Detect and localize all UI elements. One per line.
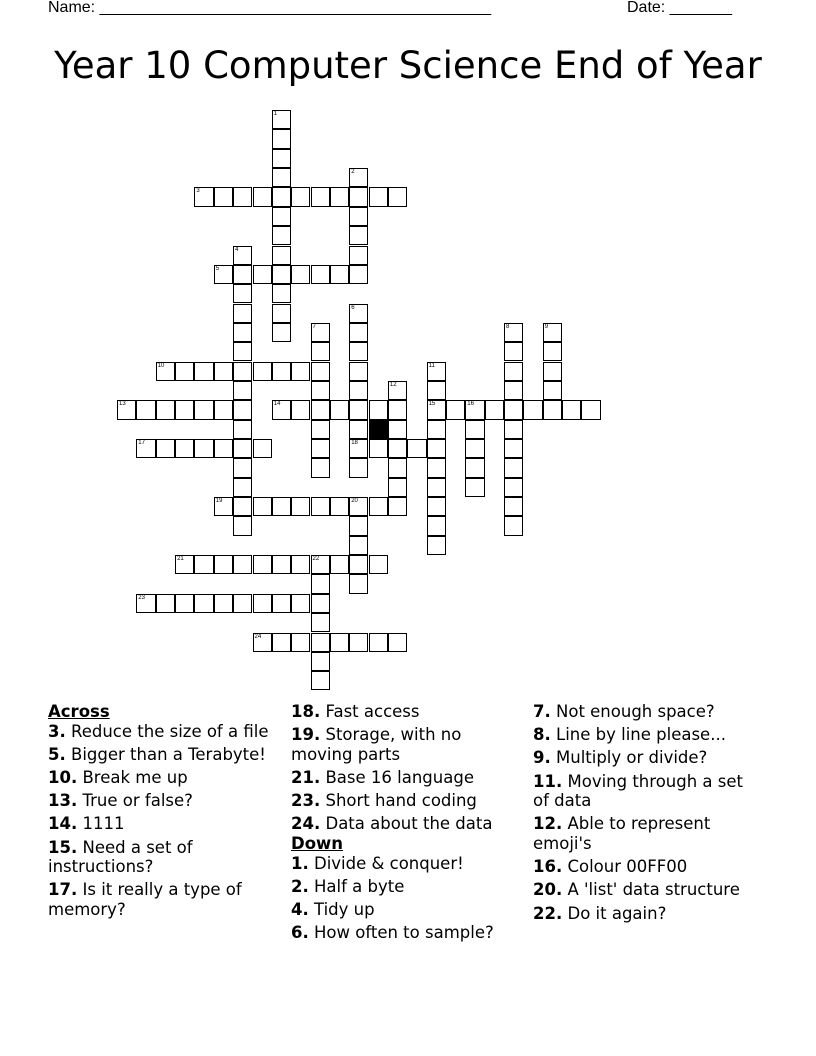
grid-cell[interactable] [349,574,368,593]
grid-cell[interactable] [349,497,368,516]
grid-cell[interactable] [233,362,252,381]
grid-cell[interactable] [233,497,252,516]
grid-cell[interactable] [543,400,562,419]
grid-cell[interactable] [349,168,368,187]
grid-cell[interactable] [504,516,523,535]
grid-cell[interactable] [272,362,291,381]
grid-cell[interactable] [253,594,272,613]
grid-cell[interactable] [311,458,330,477]
grid-cell[interactable] [194,555,213,574]
clue-down-8: 8. Line by line please... [533,725,726,745]
grid-cell[interactable] [291,594,310,613]
grid-cell[interactable] [388,458,407,477]
grid-cell[interactable] [194,362,213,381]
cell-number: 17 [138,440,145,446]
grid-cell[interactable] [504,497,523,516]
clue-down-1: 1. Divide & conquer! [291,853,464,873]
grid-cell[interactable] [543,323,562,342]
grid-cell[interactable] [233,284,252,303]
grid-cell[interactable] [504,420,523,439]
grid-cell[interactable] [156,439,175,458]
cell-number: 7 [312,323,316,330]
grid-cell[interactable] [349,633,368,652]
grid-cell[interactable] [349,304,368,323]
grid-cell[interactable] [388,381,407,400]
grid-cell[interactable] [311,652,330,671]
grid-cell[interactable] [562,400,581,419]
grid-cell[interactable] [330,555,349,574]
grid-cell[interactable] [349,555,368,574]
grid-cell[interactable] [427,362,446,381]
clue-across-3: 3. Reduce the size of a file [48,721,269,741]
cell-number: 12 [389,381,397,388]
name-field-label: Name: ____________________________________________ [48,0,492,16]
grid-cell[interactable] [233,342,252,361]
grid-cell[interactable] [194,439,213,458]
cell-number: 2 [351,169,355,176]
grid-cell[interactable] [272,284,291,303]
grid-cell[interactable] [349,265,368,284]
grid-cell[interactable] [504,362,523,381]
grid-cell[interactable] [311,439,330,458]
grid-cell[interactable] [543,362,562,381]
grid-cell[interactable] [253,497,272,516]
grid-cell[interactable] [427,381,446,400]
grid-cell[interactable] [311,594,330,613]
grid-cell[interactable] [233,420,252,439]
grid-cell[interactable] [427,497,446,516]
grid-cell[interactable] [233,478,252,497]
grid-cell[interactable] [214,362,233,381]
grid-cell[interactable] [581,400,600,419]
clue-across-10: 10. Break me up [48,767,188,787]
clue-down-16: 16. Colour 00FF00 [533,857,688,877]
grid-cell[interactable] [272,129,291,148]
cell-number: 5 [215,265,220,272]
cell-number: 3 [196,188,200,195]
grid-cell[interactable] [349,226,368,245]
grid-cell[interactable] [311,362,330,381]
grid-cell[interactable] [504,381,523,400]
grid-cell[interactable] [194,400,213,419]
grid-cell[interactable] [330,265,349,284]
grid-cell[interactable] [349,516,368,535]
grid-cell[interactable] [272,265,291,284]
grid-cell[interactable] [272,497,291,516]
grid-cell[interactable] [465,439,484,458]
grid-cell[interactable] [233,439,252,458]
grid-cell[interactable] [427,536,446,555]
cell-number: 23 [138,594,145,601]
grid-cell[interactable] [427,400,446,419]
grid-cell[interactable] [233,323,252,342]
grid-cell[interactable] [311,342,330,361]
grid-black-cell [369,420,388,439]
grid-cell[interactable] [175,555,194,574]
grid-cell[interactable] [388,633,407,652]
grid-cell[interactable] [504,478,523,497]
clues-column-2 [291,702,519,946]
grid-cell[interactable] [136,594,155,613]
grid-cell[interactable] [156,400,175,419]
clue-down-22: 22. Do it again? [533,903,667,923]
grid-cell[interactable] [291,497,310,516]
grid-cell[interactable] [291,362,310,381]
grid-cell[interactable] [233,381,252,400]
cell-number: 21 [177,556,184,562]
grid-cell[interactable] [291,400,310,419]
grid-cell[interactable] [504,323,523,342]
grid-cell[interactable] [233,400,252,419]
clue-across-15: 15. Need a set of instructions? [48,837,193,877]
grid-cell[interactable] [407,439,426,458]
grid-cell[interactable] [388,187,407,206]
grid-cell[interactable] [311,633,330,652]
grid-cell[interactable] [175,400,194,419]
grid-cell[interactable] [311,323,330,342]
grid-cell[interactable] [311,187,330,206]
grid-cell[interactable] [369,439,388,458]
cell-number: 10 [157,362,165,369]
grid-cell[interactable] [349,420,368,439]
grid-cell[interactable] [272,555,291,574]
grid-cell[interactable] [446,400,465,419]
grid-cell[interactable] [272,633,291,652]
grid-cell[interactable] [272,187,291,206]
grid-cell[interactable] [272,226,291,245]
grid-cell[interactable] [311,265,330,284]
grid-cell[interactable] [504,342,523,361]
grid-cell[interactable] [136,439,155,458]
grid-cell[interactable] [233,458,252,477]
cell-number: 6 [351,304,355,311]
clue-down-9: 9. Multiply or divide? [533,748,708,768]
grid-cell[interactable] [175,362,194,381]
grid-cell[interactable] [349,458,368,477]
clue-down-7: 7. Not enough space? [533,702,715,721]
grid-cell[interactable] [272,304,291,323]
grid-cell[interactable] [330,497,349,516]
grid-cell[interactable] [214,400,233,419]
clue-down-4: 4. Tidy up [291,899,375,919]
grid-cell[interactable] [214,265,233,284]
grid-cell[interactable] [349,400,368,419]
grid-cell[interactable] [253,633,272,652]
grid-cell[interactable] [214,594,233,613]
clues-column-1 [48,702,276,923]
grid-cell[interactable] [504,400,523,419]
clue-down-11: 11. Moving through a set of data [533,771,743,811]
grid-cell[interactable] [465,458,484,477]
cell-number: 18 [351,440,358,446]
clue-across-23: 23. Short hand coding [291,791,477,811]
grid-cell[interactable] [194,187,213,206]
grid-cell[interactable] [253,187,272,206]
clue-across-18: 18. Fast access [291,702,420,721]
grid-cell[interactable] [543,342,562,361]
grid-cell[interactable] [349,187,368,206]
grid-cell[interactable] [136,400,155,419]
cell-number: 11 [428,362,435,369]
grid-cell[interactable] [233,265,252,284]
grid-cell[interactable] [253,362,272,381]
cell-number: 20 [351,498,358,504]
grid-cell[interactable] [253,439,272,458]
grid-cell[interactable] [291,187,310,206]
clue-across-14: 14. 1111 [48,814,125,834]
grid-cell[interactable] [485,400,504,419]
cell-number: 4 [235,246,239,253]
clue-across-24: 24. Data about the data [291,814,493,834]
clue-down-2: 2. Half a byte [291,876,405,896]
grid-cell[interactable] [349,536,368,555]
grid-cell[interactable] [465,400,484,419]
grid-cell[interactable] [253,265,272,284]
grid-cell[interactable] [214,497,233,516]
grid-cell[interactable] [427,420,446,439]
clue-across-5: 5. Bigger than a Terabyte! [48,744,266,764]
grid-cell[interactable] [311,613,330,632]
clues-column-3 [533,702,761,927]
grid-cell[interactable] [311,574,330,593]
grid-cell[interactable] [117,400,136,419]
cell-number: 24 [254,633,262,640]
grid-cell[interactable] [369,187,388,206]
grid-cell[interactable] [543,381,562,400]
grid-cell[interactable] [233,246,252,265]
grid-cell[interactable] [233,516,252,535]
grid-cell[interactable] [272,246,291,265]
grid-cell[interactable] [291,265,310,284]
grid-cell[interactable] [330,187,349,206]
clue-across-21: 21. Base 16 language [291,767,474,787]
grid-cell[interactable] [388,420,407,439]
grid-cell[interactable] [369,497,388,516]
grid-cell[interactable] [175,439,194,458]
grid-cell[interactable] [272,168,291,187]
grid-cell[interactable] [504,439,523,458]
grid-cell[interactable] [349,362,368,381]
clue-across-13: 13. True or false? [48,791,193,811]
grid-cell[interactable] [291,633,310,652]
grid-cell[interactable] [349,342,368,361]
grid-cell[interactable] [330,400,349,419]
grid-cell[interactable] [311,420,330,439]
grid-cell[interactable] [427,516,446,535]
grid-cell[interactable] [291,555,310,574]
grid-cell[interactable] [523,400,542,419]
grid-cell[interactable] [253,555,272,574]
grid-cell[interactable] [388,478,407,497]
grid-cell[interactable] [311,555,330,574]
grid-cell[interactable] [369,633,388,652]
grid-cell[interactable] [388,497,407,516]
grid-cell[interactable] [388,400,407,419]
grid-cell[interactable] [311,497,330,516]
grid-cell[interactable] [465,420,484,439]
grid-cell[interactable] [369,400,388,419]
grid-cell[interactable] [311,381,330,400]
grid-cell[interactable] [349,381,368,400]
clue-down-20: 20. A 'list' data structure [533,880,740,900]
grid-cell[interactable] [311,400,330,419]
grid-cell[interactable] [272,149,291,168]
grid-cell[interactable] [272,323,291,342]
grid-cell[interactable] [369,555,388,574]
grid-cell[interactable] [156,362,175,381]
cell-number: 16 [467,401,474,408]
cell-number: 1 [273,111,278,117]
grid-cell[interactable] [349,323,368,342]
cell-number: 22 [312,556,320,562]
grid-cell[interactable] [311,671,330,690]
date-field-label: Date: _______ [627,0,732,16]
clue-across-17: 17. Is it really a type of memory? [48,880,242,919]
grid-cell[interactable] [272,110,291,129]
grid-cell[interactable] [427,478,446,497]
across-heading: Across [48,702,110,721]
grid-cell[interactable] [214,555,233,574]
grid-cell[interactable] [156,594,175,613]
cell-number: 8 [506,323,510,330]
grid-cell[interactable] [214,187,233,206]
grid-cell[interactable] [272,400,291,419]
grid-cell[interactable] [330,633,349,652]
page-title: Year 10 Computer Science End of Year [54,44,762,87]
cell-number: 9 [544,323,549,330]
grid-cell[interactable] [233,187,252,206]
grid-cell[interactable] [233,594,252,613]
grid-cell[interactable] [349,439,368,458]
cell-number: 13 [119,401,126,408]
cell-number: 14 [273,401,281,408]
grid-cell[interactable] [194,594,213,613]
grid-cell[interactable] [272,207,291,226]
down-heading: Down [291,833,344,853]
grid-cell[interactable] [233,304,252,323]
cell-number: 19 [215,498,223,504]
grid-cell[interactable] [427,458,446,477]
grid-cell[interactable] [233,555,252,574]
grid-cell[interactable] [427,439,446,458]
grid-cell[interactable] [465,478,484,497]
grid-cell[interactable] [504,458,523,477]
clue-down-6: 6. How often to sample? [291,923,494,943]
grid-cell[interactable] [349,246,368,265]
cell-number: 15 [428,401,436,408]
grid-cell[interactable] [175,594,194,613]
grid-cell[interactable] [214,439,233,458]
clue-across-19: 19. Storage, with no moving parts [291,725,462,764]
grid-cell[interactable] [388,439,407,458]
grid-cell[interactable] [349,207,368,226]
clue-down-12: 12. Able to represent emoji's [533,814,711,853]
grid-cell[interactable] [272,594,291,613]
